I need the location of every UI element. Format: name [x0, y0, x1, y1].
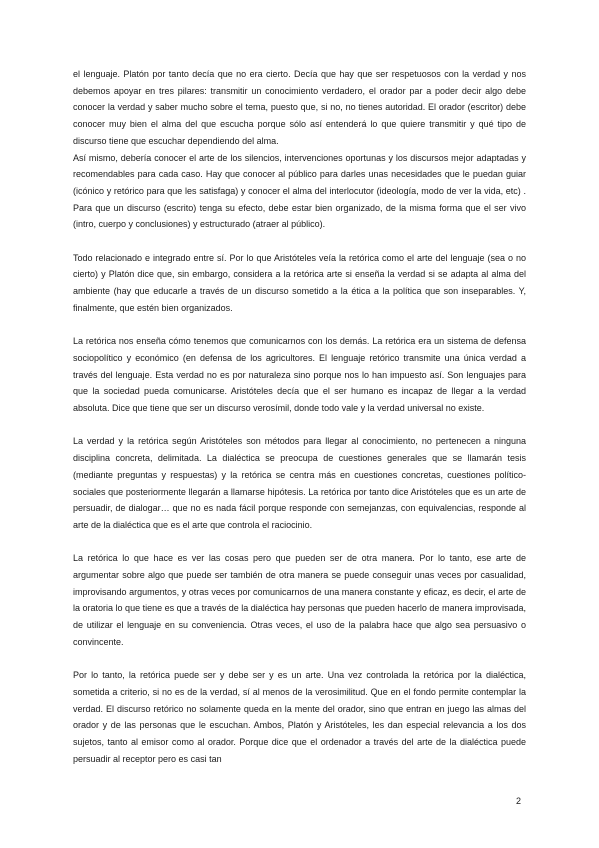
paragraph: La retórica nos enseña cómo tenemos que comunicarnos con los demás. La retórica era un sistema de defensa sociopolítico y económico (en defensa de los agricultores. El lenguaje retórico transmite una única verdad a través del lenguaje. Esta verdad no es por naturaleza sino porque nos lo han impuesto así. Son lenguajes para que la sociedad pueda comunicarse. Aristóteles decía que el ser humano es incapaz de llegar a la verdad absoluta. Dice que tiene que ser un discurso verosímil, donde todo vale y la verdad universal no existe.	[73, 336, 526, 414]
paragraph: La verdad y la retórica según Aristóteles son métodos para llegar al conocimiento, no pertenecen a ninguna disciplina concreta, delimitada. La dialéctica se preocupa de cuestiones generales que se llamarán tesis (mediante preguntas y respuestas) y la retórica se centra más en cuestiones concretas, cuestiones político-sociales que posteriormente llegarán a llamarse hipótesis. La retórica por tanto dice Aristóteles que es un arte de persuadir, de dialogar… que no es nada fácil porque responde con semejanzas, con equivalencias, responde al arte de la dialéctica que es el arte que controla el raciocinio.	[73, 436, 526, 530]
page-body	[73, 66, 526, 767]
paragraph: La retórica lo que hace es ver las cosas pero que pueden ser de otra manera. Por lo tanto, ese arte de argumentar sobre algo que puede ser también de otra manera se puede conseguir unas veces por casualidad, improvisando argumentos, y otras veces por comunicarnos de una manera constante y eficaz, es decir, el arte de la oratoria lo que tiene es que a través de la dialéctica hay personas que pueden hacerlo de manera improvisada, de utilizar el lenguaje en su conveniencia. Otras veces, el uso de la palabra hace que algo sea persuasivo o convincente.	[73, 553, 526, 647]
paragraph: el lenguaje. Platón por tanto decía que no era cierto. Decía que hay que ser respetuosos con la verdad y nos debemos apoyar en tres pilares: transmitir un conocimiento verdadero, el orador par a poder decir algo debe conocer la verdad y saber mucho sobre el tema, puesto que, si no, no tienes autoridad. El orador (escritor) debe conocer muy bien el alma del que escucha porque sólo así entenderá lo que quiere transmitir y qué tipo de discurso tiene que escuchar dependiendo del alma.	[73, 69, 526, 146]
paragraph: Así mismo, debería conocer el arte de los silencios, intervenciones oportunas y los discursos mejor adaptadas y recomendables para cada caso. Hay que conocer al público para darles unas necesidades que le puedan guiar (icónico y retórico para que les satisfaga) y conocer el alma del interlocutor (ideología, modo de ver la vida, etc) . Para que un discurso (escrito) tenga su efecto, debe estar bien organizado, de la misma forma que el ser vivo (intro, cuerpo y conclusiones) y estructurado (atraer al público).	[73, 152, 526, 230]
paragraph: Todo relacionado e integrado entre sí. Por lo que Aristóteles veía la retórica como el arte del lenguaje (sea o no cierto) y Platón dice que, sin embargo, considera a la retórica arte si enseña la verdad si se adapta al alma del ambiente (hay que educarle a través de un discurso sometido a la ética a la política que son inseparables. Y, finalmente, que estén bien organizados.	[73, 252, 526, 313]
paragraph: Por lo tanto, la retórica puede ser y debe ser y es un arte. Una vez controlada la retórica por la dialéctica, sometida a criterio, si no es de la verdad, sí al menos de la verosimilitud. Que en el fondo permite contemplar la verdad. El discurso retórico no solamente queda en la mente del orador, sino que entran en juego las almas del orador y de las personas que le escuchan. Ambos, Platón y Aristóteles, les dan especial relevancia a los dos sujetos, tanto al emisor como al orador. Porque dice que el ordenador a través del arte de la dialéctica puede persuadir al receptor pero es casi tan	[73, 670, 526, 764]
page-number: 2	[516, 796, 522, 806]
